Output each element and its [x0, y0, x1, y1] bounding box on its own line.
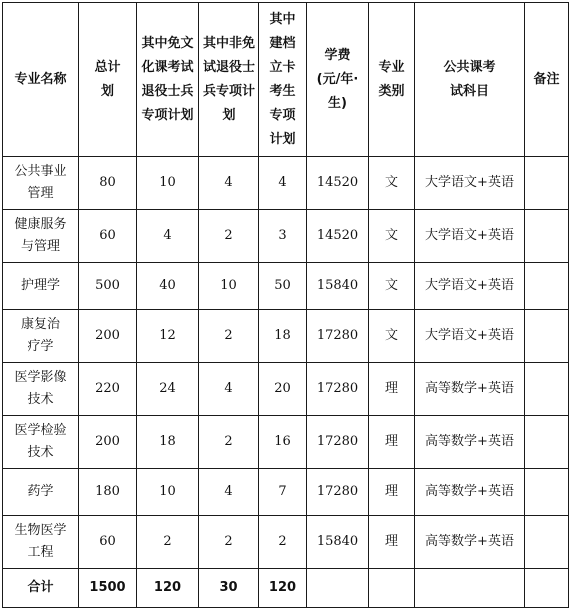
tuition-sum	[307, 569, 369, 608]
tuition: 14520	[307, 157, 369, 210]
header-poverty: 其中建档立卡考生专项计划	[259, 3, 307, 157]
veteran-nonexempt-plan: 4	[199, 363, 259, 416]
major-category: 理	[369, 416, 415, 469]
veteran-exempt-plan: 4	[137, 210, 199, 263]
total-plan: 500	[79, 263, 137, 310]
exam-subjects: 大学语文+英语	[415, 157, 525, 210]
major-name: 医学影像技术	[3, 363, 79, 416]
table-row	[3, 263, 569, 310]
veteran-nonexempt-plan: 10	[199, 263, 259, 310]
table-row	[3, 516, 569, 569]
poverty-plan: 50	[259, 263, 307, 310]
total-plan: 60	[79, 210, 137, 263]
major-name: 护理学	[3, 263, 79, 310]
remark	[525, 210, 569, 263]
exam-subjects: 大学语文+英语	[415, 310, 525, 363]
tuition: 17280	[307, 363, 369, 416]
table-row	[3, 363, 569, 416]
header-veteran-nonexempt: 其中非免试退役士兵专项计划	[199, 3, 259, 157]
major-category: 文	[369, 310, 415, 363]
poverty-sum: 120	[259, 569, 307, 608]
major-category: 文	[369, 210, 415, 263]
tuition: 15840	[307, 263, 369, 310]
major-name: 康复治疗学	[3, 310, 79, 363]
poverty-plan: 16	[259, 416, 307, 469]
table-row	[3, 469, 569, 516]
total-plan: 60	[79, 516, 137, 569]
veteran-exempt-plan: 24	[137, 363, 199, 416]
veteran-nonexempt-plan: 2	[199, 210, 259, 263]
tuition: 15840	[307, 516, 369, 569]
total-plan: 200	[79, 310, 137, 363]
veteran-exempt-plan: 10	[137, 469, 199, 516]
header-remark: 备注	[525, 3, 569, 157]
total-plan: 220	[79, 363, 137, 416]
tuition: 17280	[307, 469, 369, 516]
major-name: 生物医学工程	[3, 516, 79, 569]
exam-subjects: 高等数学+英语	[415, 416, 525, 469]
veteran-exempt-plan: 12	[137, 310, 199, 363]
veteran-nonexempt-plan: 4	[199, 157, 259, 210]
total-plan: 200	[79, 416, 137, 469]
admissions-plan-table	[2, 2, 569, 608]
exam-subjects: 大学语文+英语	[415, 210, 525, 263]
poverty-plan: 3	[259, 210, 307, 263]
poverty-plan: 2	[259, 516, 307, 569]
total-row	[3, 569, 569, 608]
veteran-exempt-plan: 18	[137, 416, 199, 469]
exam-subjects: 大学语文+英语	[415, 263, 525, 310]
total-plan: 180	[79, 469, 137, 516]
total-label: 合计	[3, 569, 79, 608]
veteran-nonexempt-sum: 30	[199, 569, 259, 608]
table-row	[3, 210, 569, 263]
remark	[525, 416, 569, 469]
major-name: 公共事业管理	[3, 157, 79, 210]
category-sum	[369, 569, 415, 608]
subjects-sum	[415, 569, 525, 608]
remark	[525, 469, 569, 516]
major-name: 药学	[3, 469, 79, 516]
tuition: 14520	[307, 210, 369, 263]
header-row	[3, 3, 569, 157]
poverty-plan: 18	[259, 310, 307, 363]
exam-subjects: 高等数学+英语	[415, 516, 525, 569]
header-subjects: 公共课考试科目	[415, 3, 525, 157]
major-category: 理	[369, 363, 415, 416]
exam-subjects: 高等数学+英语	[415, 469, 525, 516]
header-veteran-exempt: 其中免文化课考试退役士兵专项计划	[137, 3, 199, 157]
remark	[525, 516, 569, 569]
tuition: 17280	[307, 416, 369, 469]
header-total: 总计划	[79, 3, 137, 157]
table-row	[3, 310, 569, 363]
remark	[525, 157, 569, 210]
major-category: 文	[369, 263, 415, 310]
major-name: 健康服务与管理	[3, 210, 79, 263]
tuition: 17280	[307, 310, 369, 363]
veteran-nonexempt-plan: 2	[199, 310, 259, 363]
poverty-plan: 20	[259, 363, 307, 416]
veteran-exempt-plan: 40	[137, 263, 199, 310]
remark	[525, 310, 569, 363]
header-category: 专业类别	[369, 3, 415, 157]
total-plan-sum: 1500	[79, 569, 137, 608]
major-category: 理	[369, 516, 415, 569]
exam-subjects: 高等数学+英语	[415, 363, 525, 416]
table-row	[3, 416, 569, 469]
poverty-plan: 4	[259, 157, 307, 210]
remark	[525, 263, 569, 310]
header-name: 专业名称	[3, 3, 79, 157]
veteran-nonexempt-plan: 2	[199, 416, 259, 469]
veteran-nonexempt-plan: 2	[199, 516, 259, 569]
veteran-exempt-plan: 10	[137, 157, 199, 210]
total-plan: 80	[79, 157, 137, 210]
poverty-plan: 7	[259, 469, 307, 516]
veteran-nonexempt-plan: 4	[199, 469, 259, 516]
major-category: 文	[369, 157, 415, 210]
remark	[525, 363, 569, 416]
remark-sum	[525, 569, 569, 608]
major-category: 理	[369, 469, 415, 516]
veteran-exempt-plan: 2	[137, 516, 199, 569]
header-tuition: 学费(元/年·生)	[307, 3, 369, 157]
table-row	[3, 157, 569, 210]
veteran-exempt-sum: 120	[137, 569, 199, 608]
major-name: 医学检验技术	[3, 416, 79, 469]
